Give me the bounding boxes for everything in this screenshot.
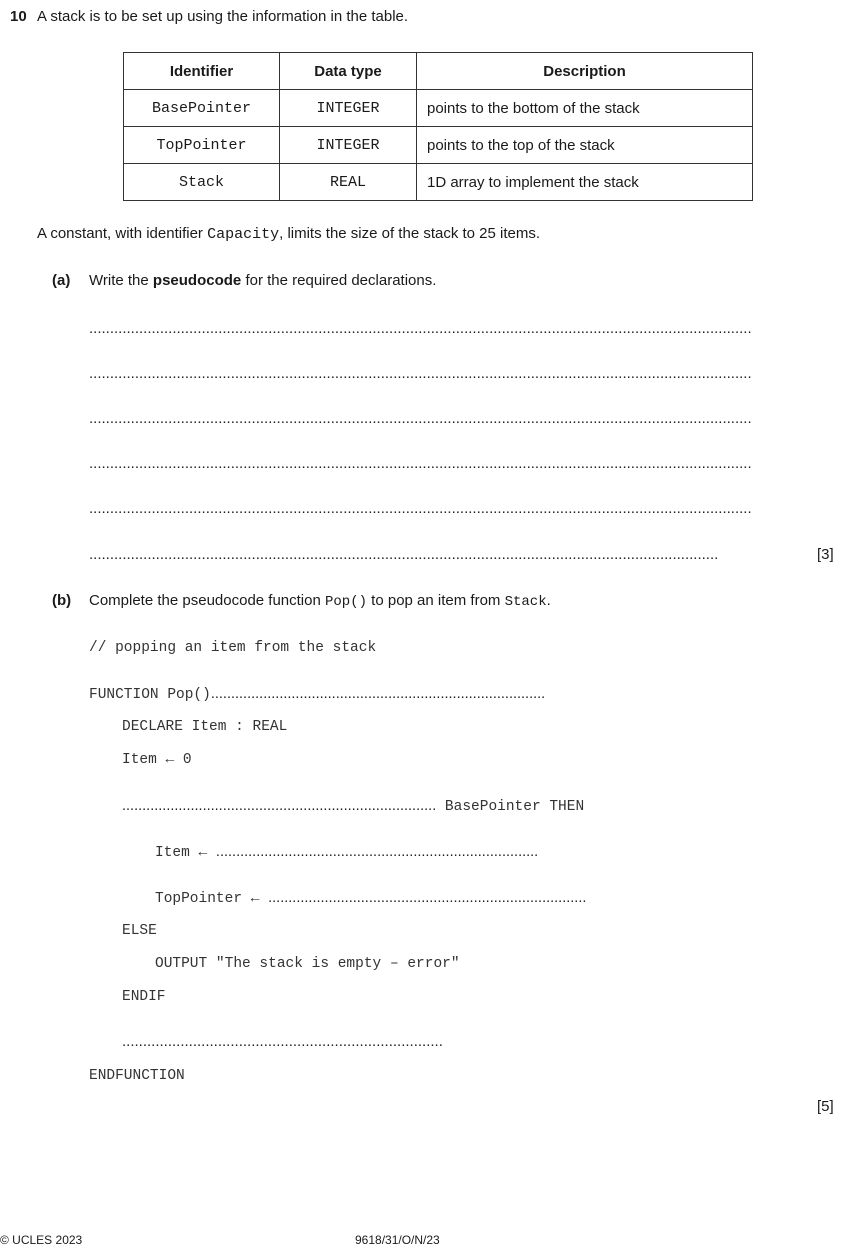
stack-identifier: Stack (504, 594, 547, 610)
table-header-row (124, 53, 753, 90)
code-comment: // popping an item from the stack (89, 640, 377, 656)
item-answer-dots[interactable]: ................................................................................ (215, 844, 539, 860)
part-a-prompt (89, 272, 436, 289)
code-item-assign-label: Item ← (155, 845, 208, 861)
part-a-marks: [3] (817, 546, 834, 563)
code-function-header (89, 686, 545, 703)
code-top-assign (155, 890, 586, 907)
table-row (124, 90, 753, 127)
code-else: ELSE (122, 923, 157, 939)
code-top-assign-label: TopPointer ← (155, 891, 260, 907)
identifier-table (123, 52, 753, 201)
code-if-after: BasePointer THEN (436, 799, 585, 815)
answer-line[interactable]: ............................................................................................................................................................... (89, 500, 752, 517)
part-b-text-middle: to pop an item from (367, 592, 505, 609)
footer-copyright: © UCLES 2023 (0, 1233, 83, 1247)
part-b-prompt (89, 592, 551, 610)
answer-line[interactable]: ............................................................................................................................................................... (89, 320, 752, 337)
cell-data-type: REAL (280, 164, 417, 201)
cell-identifier: BasePointer (124, 90, 280, 127)
table-row (124, 164, 753, 201)
constant-sentence (37, 225, 540, 243)
code-endif: ENDIF (122, 989, 166, 1005)
answer-line[interactable]: ....................................................................................................................................................... (89, 546, 719, 563)
constant-identifier: Capacity (207, 226, 280, 243)
table-row (124, 127, 753, 164)
code-output: OUTPUT "The stack is empty – error" (155, 956, 460, 972)
header-identifier: Identifier (124, 53, 280, 90)
top-answer-dots[interactable]: ............................................................................... (268, 890, 587, 906)
code-item-init: Item ← 0 (122, 752, 192, 768)
cell-description: points to the top of the stack (417, 127, 753, 164)
pop-function-name: Pop() (325, 594, 368, 610)
part-a-label: (a) (52, 272, 71, 289)
answer-line[interactable]: ............................................................................................................................................................... (89, 410, 752, 427)
part-a-text-bold: pseudocode (152, 272, 242, 289)
answer-line[interactable]: ............................................................................................................................................................... (89, 455, 752, 472)
header-description: Description (417, 53, 753, 90)
cell-description: 1D array to implement the stack (417, 164, 753, 201)
part-a-text-after: for the required declarations. (241, 272, 437, 289)
header-data-type: Data type (280, 53, 417, 90)
constant-text-before: A constant, with identifier (37, 225, 208, 242)
cell-identifier: Stack (124, 164, 280, 201)
code-function-keyword: FUNCTION Pop() (89, 687, 211, 703)
return-answer-dots[interactable]: ............................................................................. (122, 1033, 443, 1050)
cell-description: points to the bottom of the stack (417, 90, 753, 127)
if-answer-dots[interactable]: .............................................................................. (122, 798, 437, 814)
part-a-text-before: Write the (89, 272, 153, 289)
function-answer-dots[interactable]: ................................................................................... (210, 686, 546, 702)
answer-line[interactable]: ............................................................................................................................................................... (89, 365, 752, 382)
code-declare: DECLARE Item : REAL (122, 719, 288, 735)
footer-paper-code: 9618/31/O/N/23 (355, 1233, 440, 1247)
question-intro: A stack is to be set up using the information in the table. (37, 8, 409, 25)
cell-identifier: TopPointer (124, 127, 280, 164)
question-number: 10 (10, 8, 27, 25)
code-if-line (122, 798, 584, 815)
part-b-text-after: . (546, 592, 551, 609)
part-b-label: (b) (52, 592, 72, 609)
code-endfunction: ENDFUNCTION (89, 1068, 185, 1084)
code-item-assign (155, 844, 538, 861)
part-b-text-before: Complete the pseudocode function (89, 592, 325, 609)
cell-data-type: INTEGER (280, 127, 417, 164)
constant-text-after: , limits the size of the stack to 25 items. (279, 225, 541, 242)
part-b-marks: [5] (817, 1098, 834, 1115)
cell-data-type: INTEGER (280, 90, 417, 127)
